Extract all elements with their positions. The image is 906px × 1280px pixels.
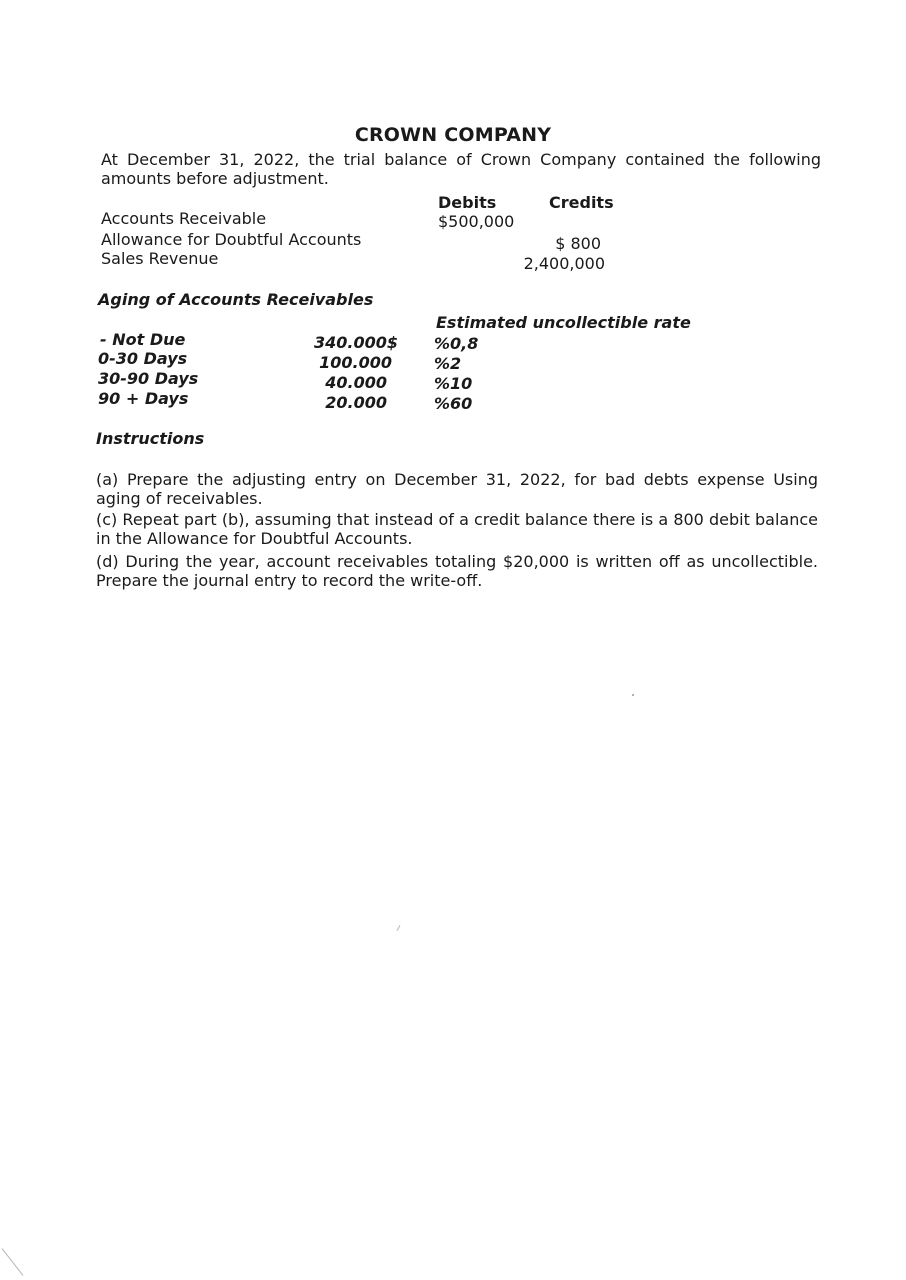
- instruction-item: (a) Prepare the adjusting entry on December 31, 2022, for bad debts expense Using aging of receivables.: [96, 470, 818, 508]
- rate-header: Estimated uncollectible rate: [436, 313, 691, 332]
- aging-heading: Aging of Accounts Receivables: [98, 290, 374, 309]
- aging-row-rate: %60: [434, 394, 473, 413]
- aging-row-rate: %2: [434, 354, 462, 373]
- credits-header: Credits: [549, 193, 614, 212]
- aging-row-amount: 40.000: [325, 373, 387, 392]
- aging-row-label: 0-30 Days: [98, 349, 188, 368]
- scan-scratch: [2, 1248, 24, 1275]
- scan-scratch: [397, 925, 401, 931]
- instruction-item: (c) Repeat part (b), assuming that instead of a credit balance there is a 800 debit balance in the Allowance for Doubtful Accounts.: [96, 510, 818, 548]
- document-title: CROWN COMPANY: [354, 124, 552, 146]
- instruction-item: (d) During the year, account receivables totaling $20,000 is written off as uncollectible. Prepare the journal entry to record the write-off.: [96, 552, 818, 590]
- aging-row-amount: 100.000: [319, 353, 392, 372]
- aging-row-label: - Not Due: [100, 330, 186, 349]
- tb-row-account: Sales Revenue: [101, 249, 219, 268]
- debits-header: Debits: [438, 193, 497, 212]
- intro-paragraph: At December 31, 2022, the trial balance of Crown Company contained the following amounts before adjustment.: [101, 150, 821, 188]
- aging-row-amount: 340.000$: [313, 333, 398, 352]
- tb-row-credit: 2,400,000: [523, 254, 605, 273]
- aging-row-label: 90 + Days: [98, 389, 189, 408]
- tb-row-credit: $ 800: [555, 234, 601, 253]
- tb-row-debit: $500,000: [438, 212, 515, 231]
- aging-row-rate: %10: [434, 374, 473, 393]
- aging-row-label: 30-90 Days: [98, 369, 199, 388]
- tb-row-account: Accounts Receivable: [101, 209, 267, 228]
- aging-row-rate: %0,8: [434, 334, 479, 353]
- instructions-heading: Instructions: [96, 429, 205, 448]
- tb-row-account: Allowance for Doubtful Accounts: [101, 230, 362, 249]
- scan-speck: [632, 694, 634, 696]
- aging-row-amount: 20.000: [325, 393, 387, 412]
